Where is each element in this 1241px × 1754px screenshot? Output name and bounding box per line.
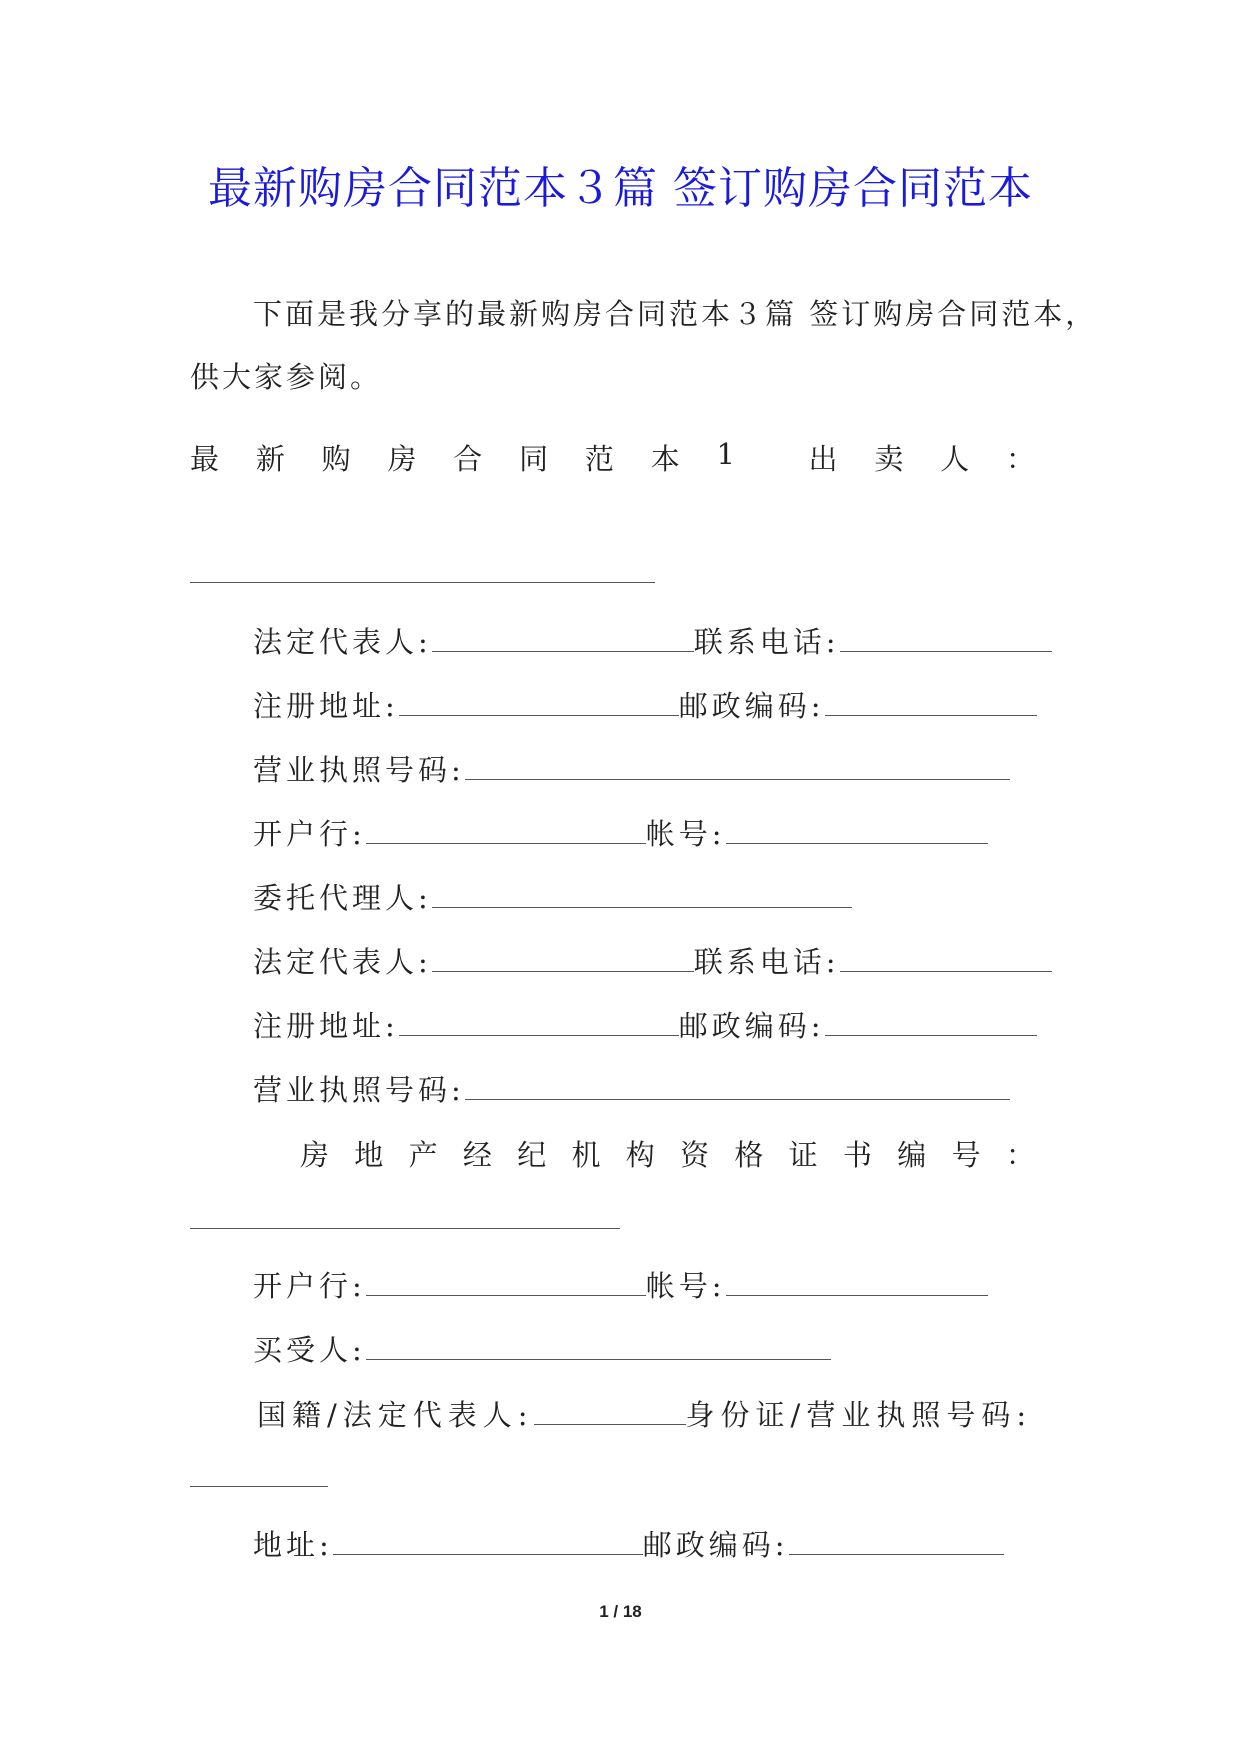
field-label: 营业执照号码: xyxy=(253,1073,465,1107)
intro-line-2: 供大家参阅。 xyxy=(190,360,383,394)
buyer-id-blank[interactable] xyxy=(190,1486,328,1487)
field-label: 买受人: xyxy=(253,1333,366,1367)
cert-char: 经 xyxy=(462,1138,492,1172)
field-label: 邮政编码: xyxy=(678,1009,825,1043)
heading-char: 出 xyxy=(808,442,838,476)
cert-char: 地 xyxy=(354,1138,384,1172)
seller-bank-blank[interactable] xyxy=(366,819,646,844)
buyer-address-blank[interactable] xyxy=(333,1530,643,1555)
agent-address-blank[interactable] xyxy=(399,1011,679,1036)
agent-license-row xyxy=(253,1068,1010,1109)
cert-char: 证 xyxy=(788,1138,818,1172)
seller-phone-blank[interactable] xyxy=(840,627,1052,652)
cert-char: 房 xyxy=(300,1138,330,1172)
field-label: 国籍/法定代表人: xyxy=(257,1398,534,1432)
buyer-blank[interactable] xyxy=(366,1335,831,1360)
agent-blank[interactable] xyxy=(432,883,852,908)
cert-char: 书 xyxy=(842,1138,872,1172)
field-label: 帐号: xyxy=(645,817,726,851)
page-indicator: 1 / 18 xyxy=(599,1602,642,1621)
buyer-nationality-row xyxy=(257,1393,1032,1434)
field-label: 邮政编码: xyxy=(678,689,825,723)
cert-char: 产 xyxy=(408,1138,438,1172)
heading-char: 新 xyxy=(255,442,285,476)
field-label: 开户行: xyxy=(253,817,366,851)
seller-license-blank[interactable] xyxy=(465,755,1010,780)
field-label: 法定代表人: xyxy=(253,625,432,659)
cert-char: 构 xyxy=(625,1138,655,1172)
agent-row xyxy=(253,876,852,917)
heading-char: 同 xyxy=(519,442,549,476)
cert-char: 纪 xyxy=(517,1138,547,1172)
heading-char: 房 xyxy=(387,442,417,476)
heading-char: 本 xyxy=(650,442,680,476)
heading-char: 购 xyxy=(321,442,351,476)
intro-line-1: 下面是我分享的最新购房合同范本３篇 签订购房合同范本， xyxy=(253,297,1098,331)
agent-legal-rep-row xyxy=(253,940,1052,981)
heading-char: 合 xyxy=(453,442,483,476)
agent-legal-rep-blank[interactable] xyxy=(432,947,694,972)
cert-char: 编 xyxy=(897,1138,927,1172)
agency-account-blank[interactable] xyxy=(726,1271,988,1296)
cert-char: 资 xyxy=(680,1138,710,1172)
agent-address-row xyxy=(253,1004,1037,1045)
heading-char: ： xyxy=(1005,442,1035,476)
field-label: 联系电话: xyxy=(693,625,840,659)
cert-number-blank[interactable] xyxy=(190,1228,620,1229)
buyer-nationality-blank[interactable] xyxy=(534,1400,686,1425)
agent-phone-blank[interactable] xyxy=(840,947,1052,972)
cert-number-line xyxy=(300,1133,1035,1174)
field-label: 营业执照号码: xyxy=(253,753,465,787)
field-label: 法定代表人: xyxy=(253,945,432,979)
heading-char: 范 xyxy=(584,442,614,476)
heading-char: 最 xyxy=(190,442,220,476)
agency-bank-blank[interactable] xyxy=(366,1271,646,1296)
cert-char: 格 xyxy=(734,1138,764,1172)
cert-char: 机 xyxy=(571,1138,601,1172)
field-label: 邮政编码: xyxy=(642,1528,789,1562)
field-label: 注册地址: xyxy=(253,1009,399,1043)
buyer-row xyxy=(253,1328,831,1369)
document-title: 最新购房合同范本３篇 签订购房合同范本 xyxy=(208,163,1033,214)
field-label: 开户行: xyxy=(253,1269,366,1303)
cert-char: ： xyxy=(1005,1138,1035,1172)
agency-bank-row xyxy=(253,1264,988,1305)
cert-char: 号 xyxy=(951,1138,981,1172)
seller-legal-rep-row xyxy=(253,620,1052,661)
seller-address-row xyxy=(253,684,1037,725)
seller-postal-blank[interactable] xyxy=(825,691,1037,716)
seller-account-blank[interactable] xyxy=(726,819,988,844)
seller-license-row xyxy=(253,748,1010,789)
seller-bank-row xyxy=(253,812,988,853)
heading-char: 人 xyxy=(940,442,970,476)
field-label: 联系电话: xyxy=(693,945,840,979)
contract-heading-line xyxy=(190,437,1035,478)
field-label: 地址: xyxy=(253,1528,333,1562)
heading-char: 卖 xyxy=(874,442,904,476)
field-label: 帐号: xyxy=(645,1269,726,1303)
heading-char: 1 xyxy=(716,437,735,471)
field-label: 委托代理人: xyxy=(253,881,432,915)
seller-legal-rep-blank[interactable] xyxy=(432,627,694,652)
buyer-postal-blank[interactable] xyxy=(789,1530,1004,1555)
seller-address-blank[interactable] xyxy=(399,691,679,716)
agent-license-blank[interactable] xyxy=(465,1075,1010,1100)
field-label: 注册地址: xyxy=(253,689,399,723)
seller-name-blank[interactable] xyxy=(190,582,655,583)
agent-postal-blank[interactable] xyxy=(825,1011,1037,1036)
buyer-address-row xyxy=(253,1523,1004,1564)
field-label: 身份证/营业执照号码: xyxy=(685,1398,1033,1432)
